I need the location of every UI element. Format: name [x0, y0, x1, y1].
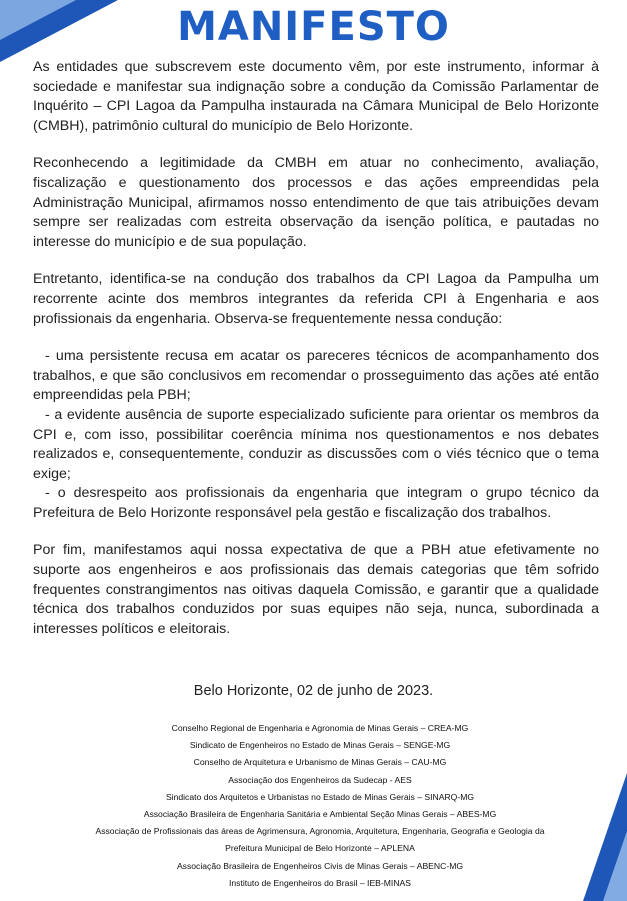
bottom-right-corner-highlight — [603, 831, 627, 901]
signatory: Associação Brasileira de Engenheiros Civis de Minas Gerais – ABENC-MG — [176, 860, 464, 871]
signatory: Associação de Profissionais das áreas de Agrimensura, Agronomia, Arquitetura, Engenharia, Geografia e Geologia da — [95, 826, 545, 837]
list-item: - o desrespeito aos profissionais da engenharia que integram o grupo técnico da Prefeitura de Belo Horizonte responsável pela gestão e fiscalização dos trabalhos. — [33, 485, 599, 521]
signatories-list — [60, 720, 580, 892]
signatory: Associação Brasileira de Engenharia Sanitária e Ambiental Seção Minas Gerais – ABES-MG — [143, 809, 497, 820]
signatory: Instituto de Engenheiros do Brasil – IEB-MINAS — [229, 877, 411, 888]
paragraph-closing: Por fim, manifestamos aqui nossa expectativa de que a PBH atue efetivamente no suporte aos engenheiros e aos profissionais das demais categorias que têm sofrido frequentes constrangimentos nas oitivas daquela Comissão, e garantir que a qualidade técnica dos trabalhos conduzidos por suas equipes não seja, nunca, subordinada a interesses políticos e eleitorais. — [33, 542, 599, 637]
list-item: - a evidente ausência de suporte especializado suficiente para orientar os membros da CPI e, com isso, possibilitar coerência mínima nos questionamentos e nos debates realizados e, consequentemente, conduzir as discussões com o viés técnico que o tema exige; — [33, 406, 599, 482]
signatory: Conselho Regional de Engenharia e Agronomia de Minas Gerais – CREA-MG — [171, 723, 469, 733]
signatory: Sindicato dos Arquitetos e Urbanistas no Estado de Minas Gerais – SINARQ-MG — [165, 791, 475, 802]
page-title: MANIFESTO — [177, 4, 450, 50]
date-line: Belo Horizonte, 02 de junho de 2023. — [193, 683, 434, 699]
paragraph-intro: As entidades que subscrevem este documento vêm, por este instrumento, informar à sociedade e manifestar sua indignação sobre a condução da Comissão Parlamentar de Inquérito – CPI Lagoa da Pampulha instaurada na Câmara Municipal de Belo Horizonte (CMBH), patrimônio cultural do município de Belo Horizonte. — [33, 59, 599, 134]
paragraph-legitimacy: Reconhecendo a legitimidade da CMBH em atuar no conhecimento, avaliação, fiscalização e questionamento dos processos e das ações empreendidas pela Administração Municipal, afirmamos nosso entendimento de que tais atribuições devam sempre ser realizadas com estreita observação da isenção política, e pautadas no interesse do município e de sua população. — [33, 155, 599, 250]
paragraph-however: Entretanto, identifica-se na condução dos trabalhos da CPI Lagoa da Pampulha um recorrente acinte dos membros integrantes da referida CPI à Engenharia e aos profissionais da engenharia. Observa-se frequentemente nessa condução: — [33, 271, 599, 327]
signatory: Conselho de Arquitetura e Urbanismo de Minas Gerais – CAU-MG — [193, 757, 447, 768]
manifesto-body — [33, 58, 599, 657]
signatory: Associação dos Engenheiros da Sudecap - AES — [228, 774, 412, 785]
signatory: Prefeitura Municipal de Belo Horizonte – APLENA — [225, 843, 415, 854]
signatory: Sindicato de Engenheiros no Estado de Minas Gerais – SENGE-MG — [189, 740, 451, 751]
list-item: - uma persistente recusa em acatar os pareceres técnicos de acompanhamento dos trabalhos, e que são conclusivos em recomendar o prosseguimento das ações até então empreendidas pela PBH; — [33, 348, 599, 404]
